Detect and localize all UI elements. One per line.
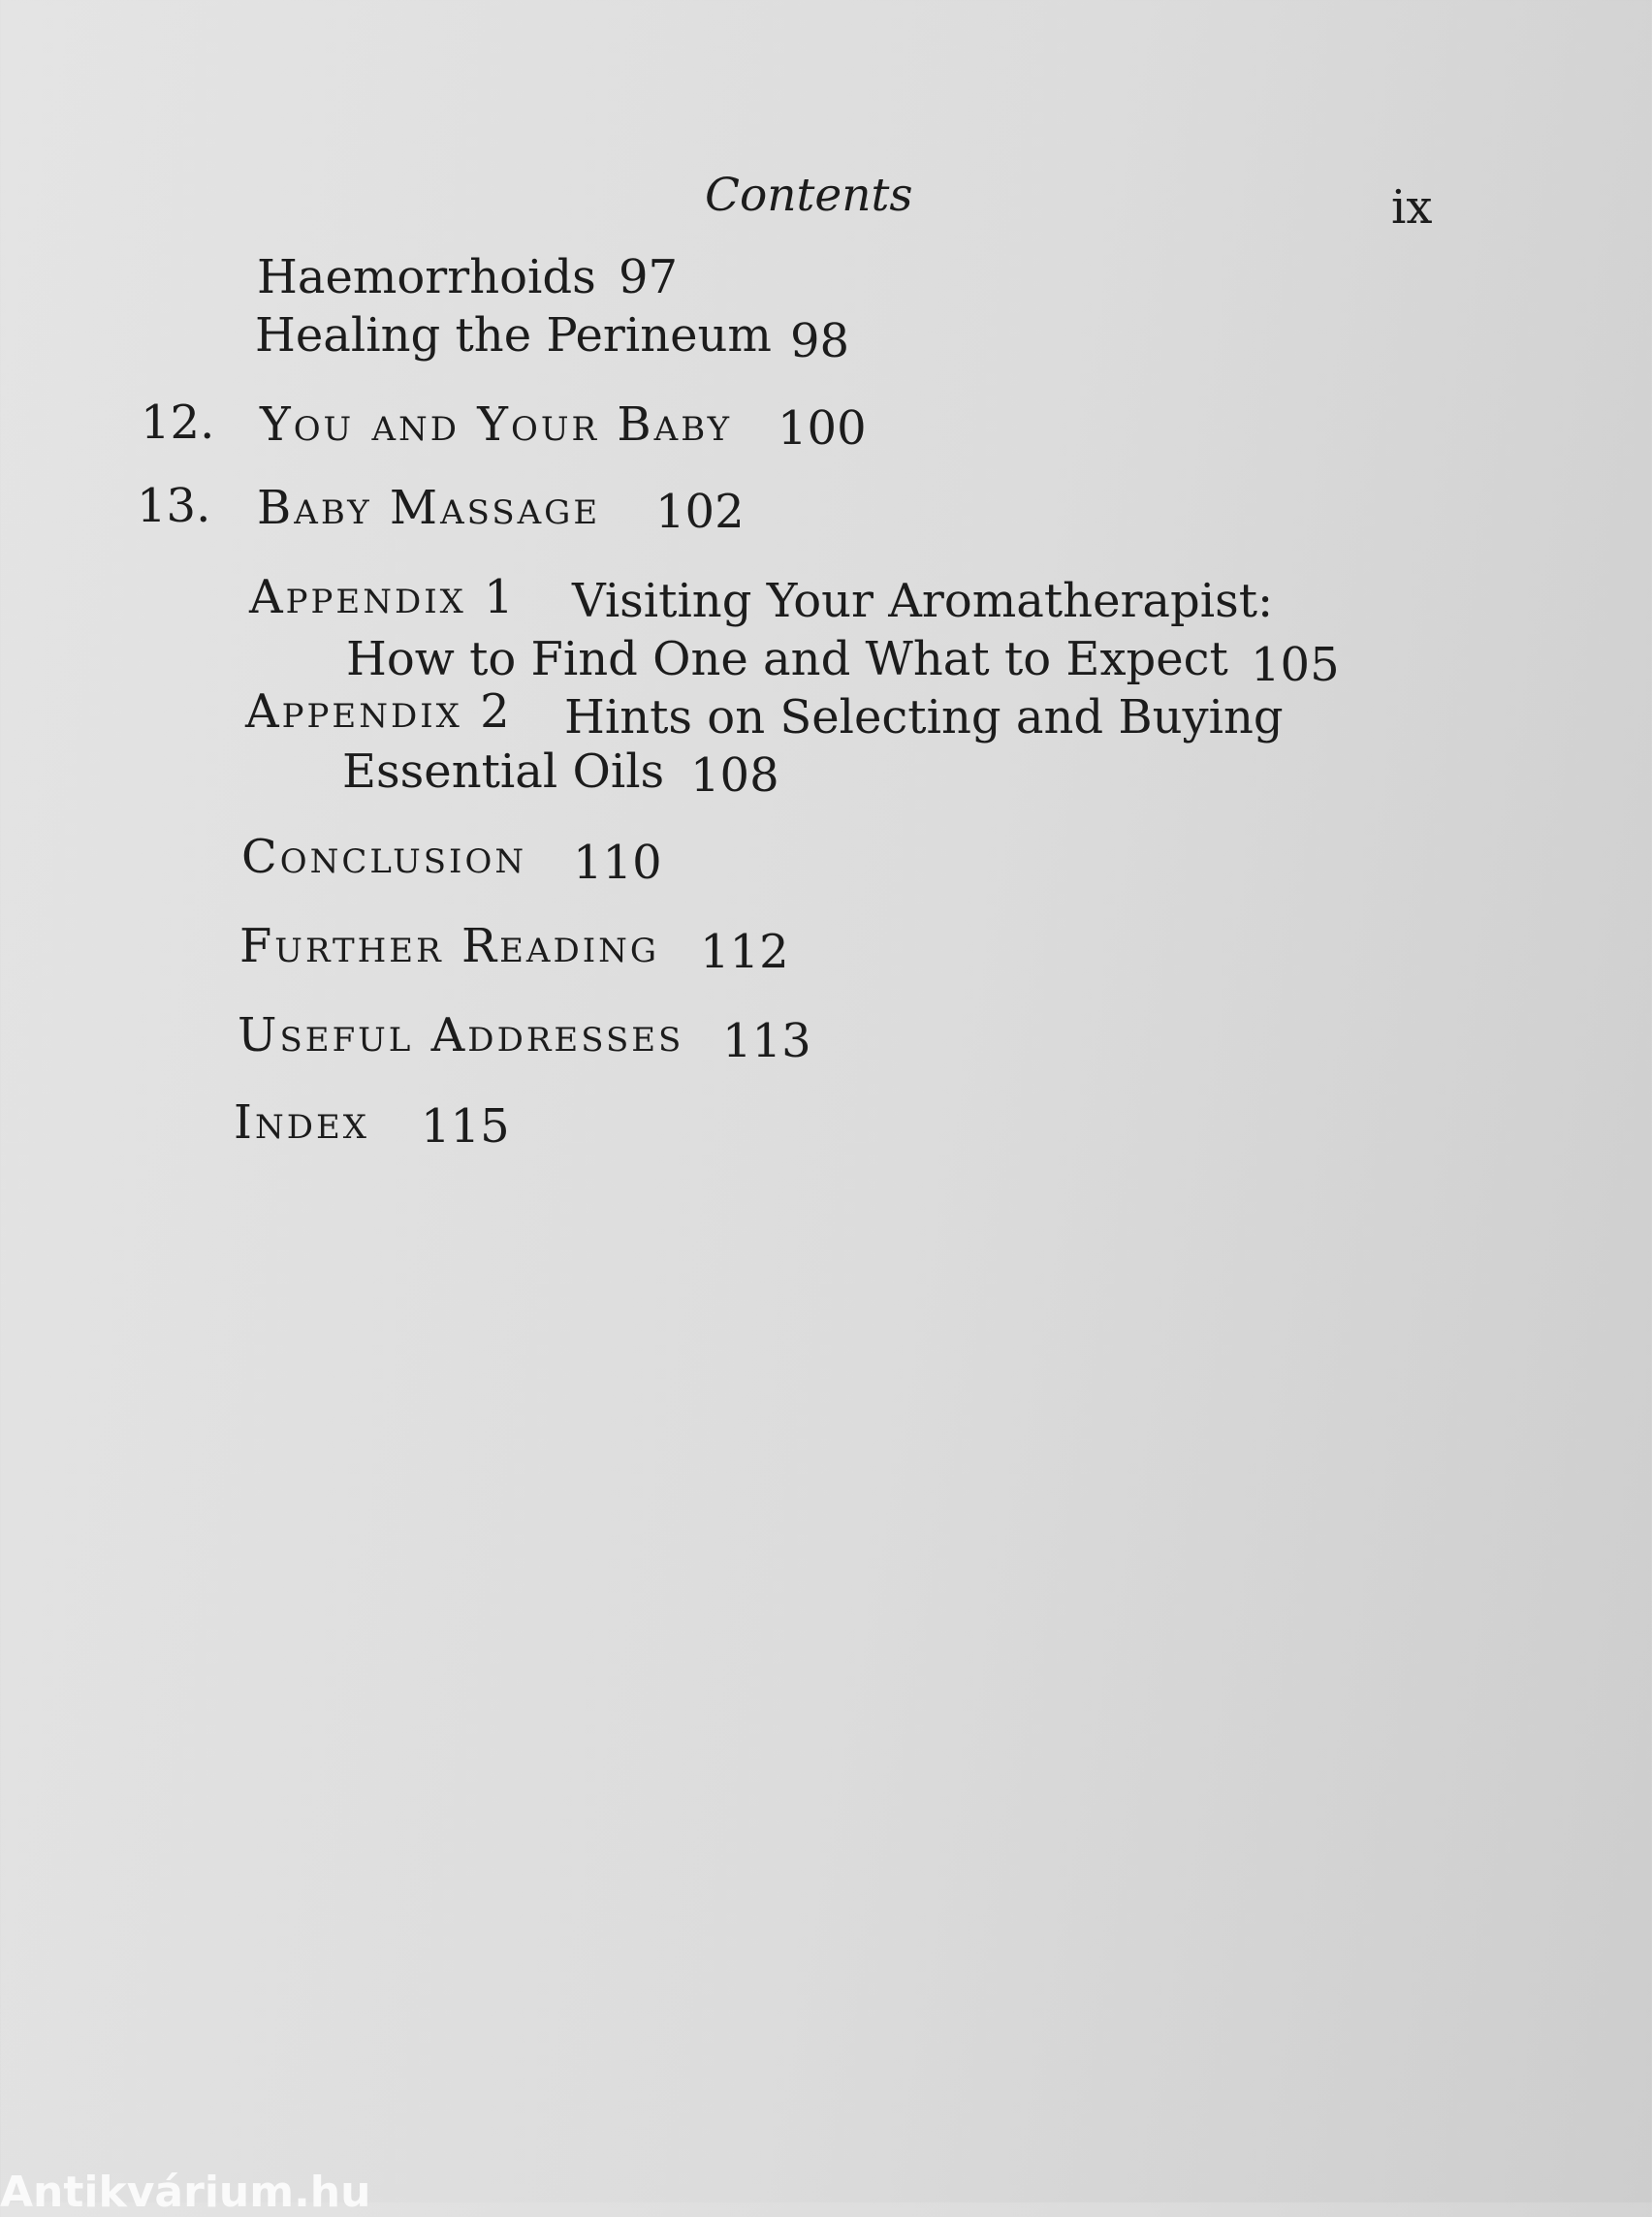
toc-entry-you-and-your-baby: You and Your Baby [260,397,733,452]
toc-entry-further-reading: Further Reading [239,919,660,973]
entry-title: Healing the Perineum [255,308,772,363]
entry-page: 115 [421,1099,510,1154]
entry-page: 113 [722,1014,811,1068]
entry-page: 108 [690,748,779,803]
toc-entry-visiting-aromatherapist: Visiting Your Aromatherapist: [572,574,1274,628]
running-title: Contents [705,169,913,222]
watermark: Antikvárium.hu [0,2168,371,2217]
toc-entry-haemorrhoids [257,250,596,304]
entry-page: 100 [778,401,867,456]
appendix-label: Appendix 1 [249,570,517,624]
entry-page: 112 [700,925,789,979]
entry-title-continued: How to Find One and What to Expect [346,632,1228,686]
toc-entry-conclusion: Conclusion [241,830,527,884]
page-number: ix [1391,180,1433,235]
entry-title: Haemorrhoids [257,250,596,304]
entry-page: 105 [1251,638,1340,692]
appendix-label: Appendix 2 [245,684,513,739]
chapter-number: 12. [141,396,215,450]
toc-entry-hints-selecting: Hints on Selecting and Buying [564,690,1284,744]
toc-entry-baby-massage: Baby Massage [257,481,601,535]
toc-entry-healing-perineum [255,308,772,363]
toc-entry-index: Index [234,1095,369,1150]
entry-page: 102 [655,485,745,539]
entry-page: 97 [619,250,679,304]
chapter-number: 13. [137,479,211,533]
entry-page: 110 [573,836,662,890]
entry-title-continued: Essential Oils [342,744,665,799]
toc-entry-useful-addresses: Useful Addresses [238,1008,684,1062]
entry-page: 98 [790,314,850,368]
